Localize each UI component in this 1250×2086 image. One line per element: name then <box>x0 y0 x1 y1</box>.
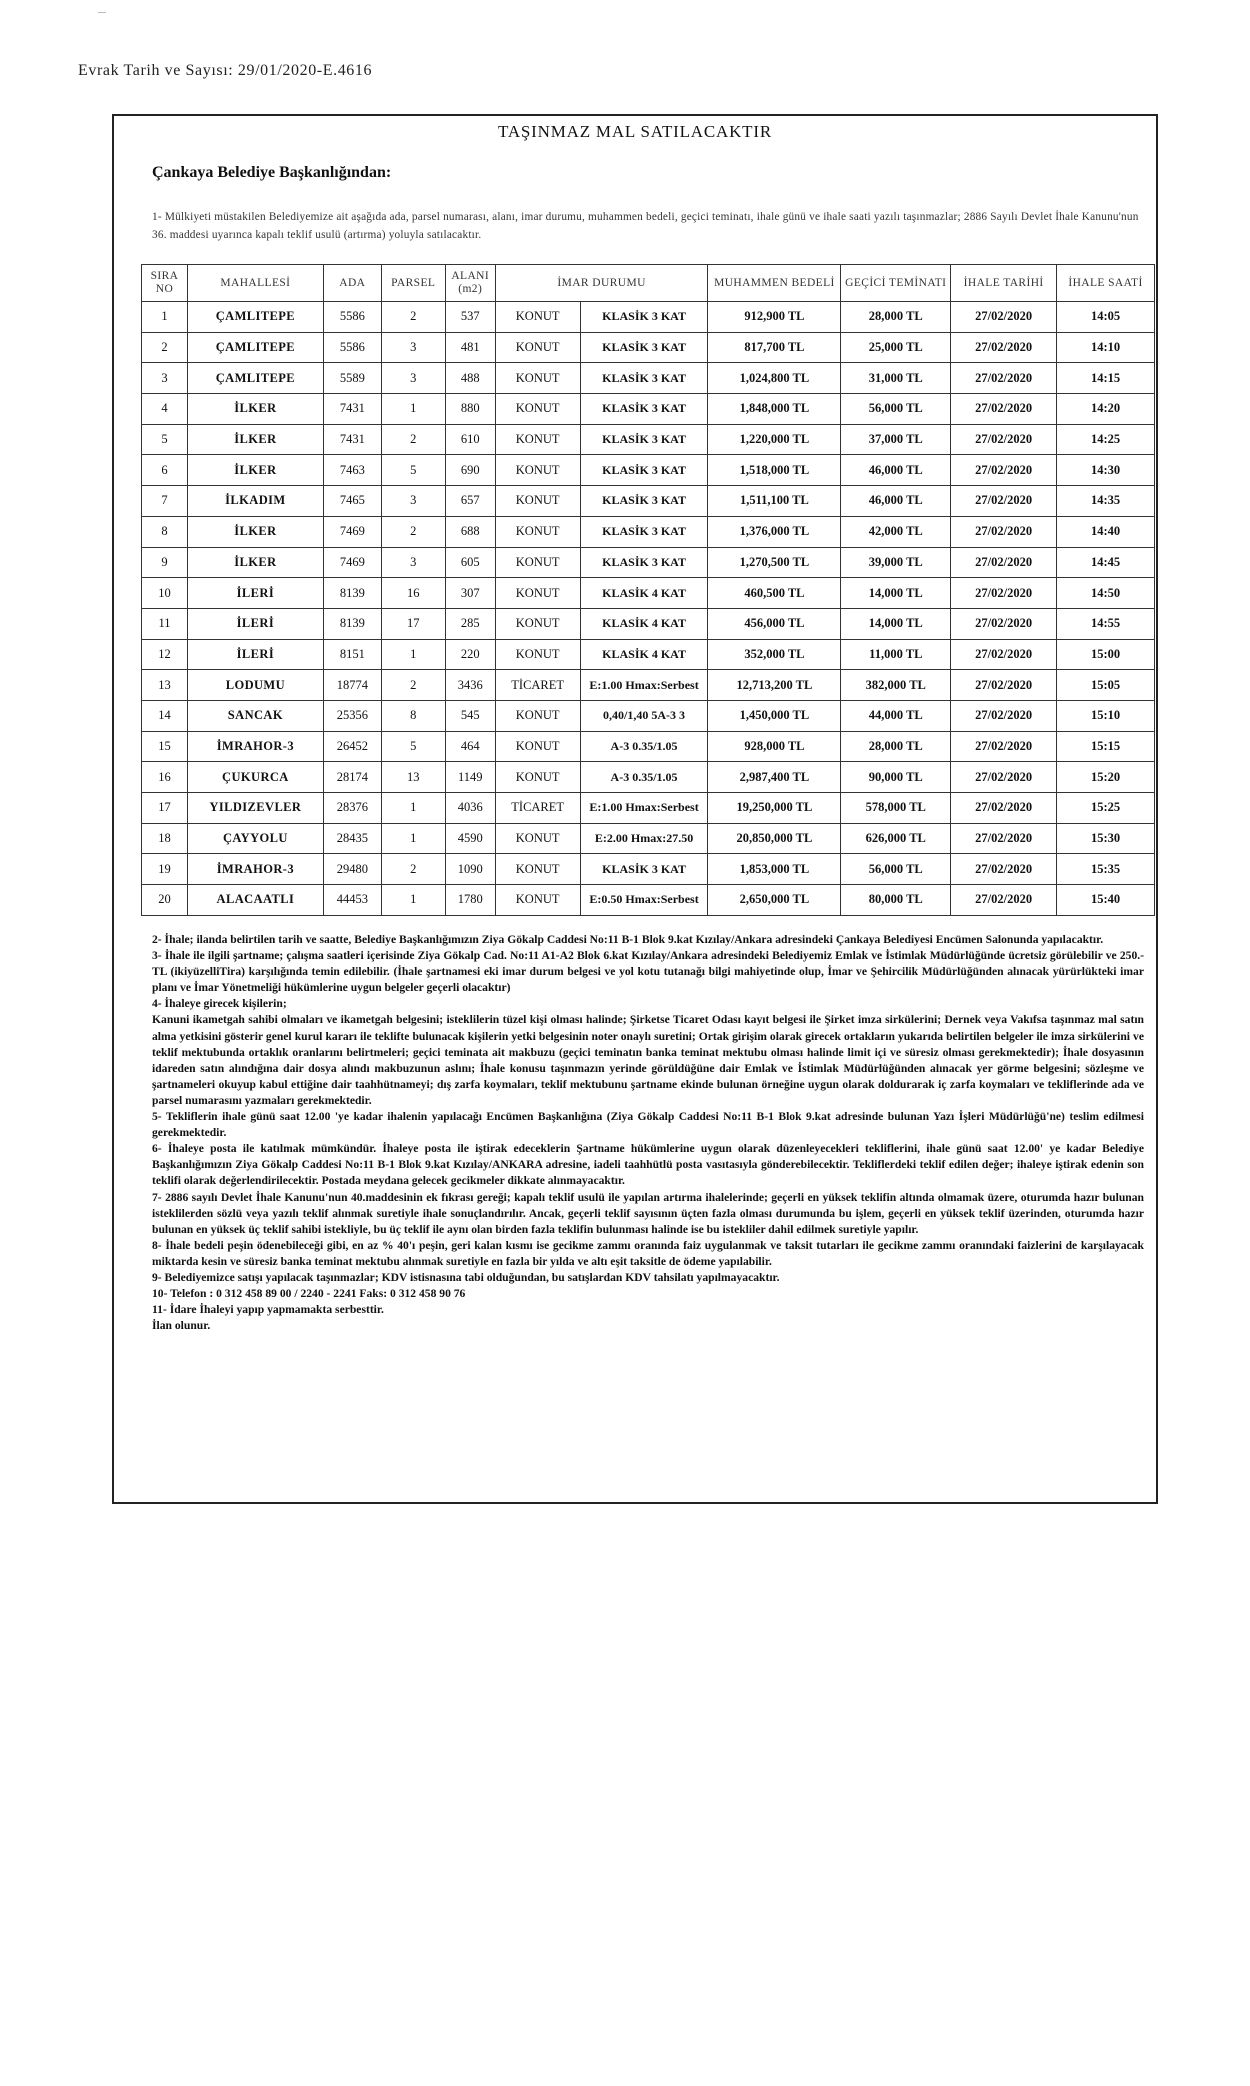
cell-sira: 4 <box>142 394 188 425</box>
table-row <box>142 823 1155 854</box>
cell-teminat: 626,000 TL <box>841 823 951 854</box>
cell-bedel: 2,650,000 TL <box>708 885 841 916</box>
table-row <box>142 639 1155 670</box>
clause-paragraph: 6- İhaleye posta ile katılmak mümkündür. İhaleye posta ile iştirak edeceklerin Şartname hükümlerine uygun olarak düzenleyecekleri tekliflerini, ihale günü saat 12.00' ye kadar Belediye Başkanlığımızın Ziya Gökalp Caddesi No:11 B-1 Blok 9.kat Kızılay/ANKARA adresine, iadeli taahhütlü posta vasıtasıyla gönderebilecektir. Tekliflerdeki teklif edilen değer; ihaleye iştirak edenin son teklifi olarak değerlendirilecektir. Postada meydana gelecek gecikmeler dikkate alınmayacaktır. <box>152 1142 1144 1188</box>
cell-bedel: 460,500 TL <box>708 578 841 609</box>
cell-ada: 7469 <box>323 516 381 547</box>
cell-saat: 15:30 <box>1057 823 1155 854</box>
cell-imar-use: KONUT <box>495 547 580 578</box>
cell-parsel: 3 <box>381 486 445 517</box>
cell-teminat: 39,000 TL <box>841 547 951 578</box>
cell-tarih: 27/02/2020 <box>951 363 1057 394</box>
table-row <box>142 885 1155 916</box>
cell-sira: 1 <box>142 302 188 333</box>
cell-sira: 5 <box>142 424 188 455</box>
cell-mahalle: ÇUKURCA <box>187 762 323 793</box>
cell-alan: 1149 <box>445 762 495 793</box>
cell-mahalle: İMRAHOR-3 <box>187 854 323 885</box>
cell-imar-detail: KLASİK 4 KAT <box>580 578 708 609</box>
cell-imar-use: KONUT <box>495 578 580 609</box>
cell-saat: 15:20 <box>1057 762 1155 793</box>
cell-parsel: 3 <box>381 332 445 363</box>
cell-mahalle: İLERİ <box>187 639 323 670</box>
header-imar: İMAR DURUMU <box>495 265 708 302</box>
clause-paragraph: 10- Telefon : 0 312 458 89 00 / 2240 - 2241 Faks: 0 312 458 90 76 <box>152 1287 466 1301</box>
cell-imar-detail: KLASİK 3 KAT <box>580 516 708 547</box>
clause-paragraph: 2- İhale; ilanda belirtilen tarih ve saatte, Belediye Başkanlığımızın Ziya Gökalp Caddesi No:11 B-1 Blok 9.kat Kızılay/Ankara adresindeki Çankaya Belediyesi Encümen Salonunda yapılacaktır. <box>152 933 1104 946</box>
cell-teminat: 28,000 TL <box>841 302 951 333</box>
cell-mahalle: İLKER <box>187 424 323 455</box>
cell-parsel: 2 <box>381 670 445 701</box>
cell-alan: 688 <box>445 516 495 547</box>
table-row <box>142 302 1155 333</box>
cell-teminat: 14,000 TL <box>841 578 951 609</box>
header-mahalle: MAHALLESİ <box>187 265 323 302</box>
cell-sira: 13 <box>142 670 188 701</box>
clause-paragraph: 3- İhale ile ilgili şartname; çalışma saatleri içerisinde Ziya Gökalp Cad. No:11 A1-A2 Blok 6.kat Kızılay/Ankara adresindeki Belediyemiz Emlak ve İstimlak Müdürlüğünde ücretsiz görülebilir ve 250.-TL (ikiyüzelliTira) karşılığında temin edilebilir. (İhale şartnamesi eki imar durum belgesi ve yol kotu tutanağı bilgi mahiyetinde olup, İmar ve Şehircilik Müdürlüğünden alınacak yürürlükteki imar planı ve İmar Yönetmeliği hükümlerine uygun belgeler geçerli olacaktır) <box>152 949 1144 995</box>
cell-imar-use: KONUT <box>495 762 580 793</box>
cell-imar-use: KONUT <box>495 302 580 333</box>
cell-ada: 7431 <box>323 394 381 425</box>
cell-alan: 545 <box>445 700 495 731</box>
cell-bedel: 12,713,200 TL <box>708 670 841 701</box>
table-row <box>142 608 1155 639</box>
header-parsel: PARSEL <box>381 265 445 302</box>
cell-bedel: 1,270,500 TL <box>708 547 841 578</box>
cell-parsel: 1 <box>381 823 445 854</box>
cell-imar-detail: KLASİK 4 KAT <box>580 639 708 670</box>
clause-paragraph: İlan olunur. <box>152 1319 211 1333</box>
intro-paragraph: 1- Mülkiyeti müstakilen Belediyemize ait aşağıda ada, parsel numarası, alanı, imar durumu, muhammen bedeli, geçici teminatı, ihale günü ve ihale saati yazılı taşınmazlar; 2886 Sayılı Devlet İhale Kanunu'nun 36. maddesi uyarınca kapalı teklif usulü (artırma) yoluyla satılacaktır. <box>152 211 1139 241</box>
cell-tarih: 27/02/2020 <box>951 486 1057 517</box>
cell-teminat: 90,000 TL <box>841 762 951 793</box>
cell-bedel: 1,450,000 TL <box>708 700 841 731</box>
cell-alan: 307 <box>445 578 495 609</box>
cell-saat: 14:55 <box>1057 608 1155 639</box>
cell-ada: 8139 <box>323 578 381 609</box>
cell-parsel: 3 <box>381 547 445 578</box>
header-ada: ADA <box>323 265 381 302</box>
cell-tarih: 27/02/2020 <box>951 424 1057 455</box>
cell-imar-use: KONUT <box>495 700 580 731</box>
clause-paragraph: 8- İhale bedeli peşin ödenebileceği gibi, en az % 40'ı peşin, geri kalan kısmı ise gecikme zammı oranında faiz uygulanmak ve taksit tutarları ile gecikme zammı oranındaki faizlerini de karşılayacak miktarda kesin ve süresiz banka teminat mektubu alınmak suretiyle en fazla bir yılda ve altı eşit taksitle de ödeme yapılabilir. <box>152 1238 1144 1268</box>
cell-bedel: 1,511,100 TL <box>708 486 841 517</box>
cell-saat: 14:10 <box>1057 332 1155 363</box>
cell-alan: 481 <box>445 332 495 363</box>
cell-teminat: 28,000 TL <box>841 731 951 762</box>
cell-imar-detail: KLASİK 3 KAT <box>580 854 708 885</box>
cell-bedel: 817,700 TL <box>708 332 841 363</box>
cell-tarih: 27/02/2020 <box>951 578 1057 609</box>
cell-alan: 537 <box>445 302 495 333</box>
cell-sira: 18 <box>142 823 188 854</box>
cell-imar-use: KONUT <box>495 823 580 854</box>
cell-saat: 15:15 <box>1057 731 1155 762</box>
cell-tarih: 27/02/2020 <box>951 516 1057 547</box>
cell-mahalle: YILDIZEVLER <box>187 793 323 824</box>
cell-ada: 28376 <box>323 793 381 824</box>
cell-imar-detail: KLASİK 3 KAT <box>580 424 708 455</box>
cell-parsel: 5 <box>381 731 445 762</box>
cell-teminat: 31,000 TL <box>841 363 951 394</box>
cell-saat: 14:05 <box>1057 302 1155 333</box>
notice-title: TAŞINMAZ MAL SATILACAKTIR <box>498 122 772 141</box>
cell-saat: 15:00 <box>1057 639 1155 670</box>
cell-imar-use: TİCARET <box>495 793 580 824</box>
cell-saat: 14:45 <box>1057 547 1155 578</box>
cell-tarih: 27/02/2020 <box>951 455 1057 486</box>
cell-saat: 15:40 <box>1057 885 1155 916</box>
table-row <box>142 731 1155 762</box>
header-saat: İHALE SAATİ <box>1057 265 1155 302</box>
cell-sira: 3 <box>142 363 188 394</box>
cell-sira: 9 <box>142 547 188 578</box>
cell-teminat: 25,000 TL <box>841 332 951 363</box>
cell-imar-use: KONUT <box>495 731 580 762</box>
table-row <box>142 547 1155 578</box>
header-alan: ALANI (m2) <box>445 265 495 302</box>
cell-imar-detail: 0,40/1,40 5A-3 3 <box>580 700 708 731</box>
cell-ada: 28174 <box>323 762 381 793</box>
document-reference: Evrak Tarih ve Sayısı: 29/01/2020-E.4616 <box>78 62 373 79</box>
cell-parsel: 1 <box>381 639 445 670</box>
cell-saat: 15:05 <box>1057 670 1155 701</box>
clause-paragraph: 11- İdare İhaleyi yapıp yapmamakta serbesttir. <box>152 1303 384 1317</box>
cell-ada: 26452 <box>323 731 381 762</box>
clause-paragraph: 4- İhaleye girecek kişilerin; <box>152 997 287 1011</box>
cell-bedel: 1,220,000 TL <box>708 424 841 455</box>
cell-alan: 690 <box>445 455 495 486</box>
cell-sira: 17 <box>142 793 188 824</box>
cell-sira: 12 <box>142 639 188 670</box>
cell-imar-detail: KLASİK 3 KAT <box>580 363 708 394</box>
cell-mahalle: İLKER <box>187 547 323 578</box>
cell-saat: 14:30 <box>1057 455 1155 486</box>
cell-imar-detail: E:1.00 Hmax:Serbest <box>580 793 708 824</box>
conditions-text <box>152 932 1144 1334</box>
table-row <box>142 700 1155 731</box>
cell-tarih: 27/02/2020 <box>951 823 1057 854</box>
cell-ada: 44453 <box>323 885 381 916</box>
cell-teminat: 80,000 TL <box>841 885 951 916</box>
table-row <box>142 854 1155 885</box>
table-row <box>142 332 1155 363</box>
cell-tarih: 27/02/2020 <box>951 332 1057 363</box>
table-row <box>142 363 1155 394</box>
cell-sira: 20 <box>142 885 188 916</box>
cell-saat: 15:10 <box>1057 700 1155 731</box>
cell-ada: 18774 <box>323 670 381 701</box>
cell-mahalle: SANCAK <box>187 700 323 731</box>
cell-imar-use: KONUT <box>495 332 580 363</box>
table-row <box>142 486 1155 517</box>
cell-sira: 10 <box>142 578 188 609</box>
cell-teminat: 11,000 TL <box>841 639 951 670</box>
table-row <box>142 670 1155 701</box>
cell-bedel: 1,518,000 TL <box>708 455 841 486</box>
cell-tarih: 27/02/2020 <box>951 885 1057 916</box>
cell-teminat: 46,000 TL <box>841 486 951 517</box>
cell-bedel: 1,848,000 TL <box>708 394 841 425</box>
header-teminat: GEÇİCİ TEMİNATI <box>841 265 951 302</box>
clause-paragraph: 5- Tekliflerin ihale günü saat 12.00 'ye kadar ihalenin yapılacağı Encümen Başkanlığına (Ziya Gökalp Caddesi No:11 B-1 Blok 9.kat adresinde bulunan Yazı İşleri Müdürlüğü'ne) teslim edilmesi gerekmektedir. <box>152 1110 1144 1140</box>
cell-ada: 28435 <box>323 823 381 854</box>
cell-bedel: 1,853,000 TL <box>708 854 841 885</box>
cell-mahalle: İLKER <box>187 455 323 486</box>
table-row <box>142 424 1155 455</box>
cell-ada: 25356 <box>323 700 381 731</box>
cell-saat: 15:35 <box>1057 854 1155 885</box>
cell-alan: 464 <box>445 731 495 762</box>
cell-ada: 5586 <box>323 332 381 363</box>
cell-parsel: 1 <box>381 394 445 425</box>
cell-alan: 610 <box>445 424 495 455</box>
cell-sira: 2 <box>142 332 188 363</box>
cell-alan: 4590 <box>445 823 495 854</box>
cell-imar-detail: A-3 0.35/1.05 <box>580 731 708 762</box>
cell-sira: 8 <box>142 516 188 547</box>
cell-tarih: 27/02/2020 <box>951 793 1057 824</box>
clause-paragraph: 7- 2886 sayılı Devlet İhale Kanunu'nun 40.maddesinin ek fıkrası gereği; kapalı teklif usulü ile yapılan artırma ihalelerinde; geçerli en yüksek teklifin altında olmamak üzere, oturumda hazır bulunan isteklilerden sözlü veya yazılı teklif alınmak suretiyle ihale sonuçlandırılır. Ancak, geçerli teklif sayısının üçten fazla olması durumunda bu işlem, geçerli en yüksek teklif üzerinden, oturumda hazır bulunan en yüksek üç teklif sahibi istekliyle, bu üç teklif ile aynı olan birden fazla teklifin bulunması halinde ise bu istekliler dahil edilmek suretiyle yapılır. <box>152 1190 1144 1236</box>
cell-ada: 5589 <box>323 363 381 394</box>
cell-mahalle: İLKER <box>187 394 323 425</box>
cell-tarih: 27/02/2020 <box>951 854 1057 885</box>
cell-mahalle: ÇAYYOLU <box>187 823 323 854</box>
cell-sira: 6 <box>142 455 188 486</box>
cell-imar-use: KONUT <box>495 363 580 394</box>
cell-alan: 4036 <box>445 793 495 824</box>
cell-mahalle: ALACAATLI <box>187 885 323 916</box>
cell-mahalle: LODUMU <box>187 670 323 701</box>
cell-ada: 29480 <box>323 854 381 885</box>
cell-teminat: 42,000 TL <box>841 516 951 547</box>
cell-imar-use: TİCARET <box>495 670 580 701</box>
property-table <box>141 264 1155 916</box>
cell-sira: 15 <box>142 731 188 762</box>
cell-imar-detail: E:0.50 Hmax:Serbest <box>580 885 708 916</box>
cell-bedel: 1,376,000 TL <box>708 516 841 547</box>
clause-paragraph: Kanuni ikametgah sahibi olmaları ve ikametgah belgesini; isteklilerin tüzel kişi olması halinde; Şirketse Ticaret Odası kayıt belgesi ile Şirket imza sirkülerini; Dernek veya Vakıfsa taşınmaz mal satın alma yetkisini gösterir genel kurul kararı ile teklifte bulunacak kişilerin yetki belgesinin noter onaylı suretini; Ortak girişim olarak girecek ortakların yukarıda belirtilen belgeler ile imza sirkülerini ve teklif mektubunda ortaklık oranlarını belirtmeleri; geçici teminata ait makbuzu (geçici teminatın banka teminat mektubu olması halinde limit içi ve süresiz olması gerekmektedir); İhale dosyasının idareden satın alındığına dair dosya alındı makbuzunun aslını; İhale konusu taşınmazın yerinde görüldüğüne dair Emlak ve İstimlak Müdürlüğünden alınacak yer görme belgesini; sözleşme ve şartnameleri okuyup kabul ettiğine dair taahhütnameyi; dış zarfa koymaları, teklif mektubunu şartname ekinde bulunan örneğine uygun olarak doldurarak iç zarfa koymaları ve tekliflerinde ada ve parsel numarasını yazmaları gerekmektedir. <box>152 1013 1144 1107</box>
cell-ada: 7469 <box>323 547 381 578</box>
cell-imar-use: KONUT <box>495 424 580 455</box>
cell-imar-use: KONUT <box>495 885 580 916</box>
cell-tarih: 27/02/2020 <box>951 547 1057 578</box>
cell-imar-detail: KLASİK 3 KAT <box>580 332 708 363</box>
cell-teminat: 56,000 TL <box>841 394 951 425</box>
cell-mahalle: İLKADIM <box>187 486 323 517</box>
cell-saat: 14:15 <box>1057 363 1155 394</box>
cell-alan: 285 <box>445 608 495 639</box>
cell-sira: 11 <box>142 608 188 639</box>
cell-bedel: 912,900 TL <box>708 302 841 333</box>
header-tarih: İHALE TARİHİ <box>951 265 1057 302</box>
table-row <box>142 578 1155 609</box>
cell-saat: 14:35 <box>1057 486 1155 517</box>
cell-imar-use: KONUT <box>495 608 580 639</box>
cell-tarih: 27/02/2020 <box>951 700 1057 731</box>
cell-tarih: 27/02/2020 <box>951 762 1057 793</box>
cell-tarih: 27/02/2020 <box>951 608 1057 639</box>
cell-parsel: 1 <box>381 885 445 916</box>
cell-bedel: 1,024,800 TL <box>708 363 841 394</box>
cell-parsel: 5 <box>381 455 445 486</box>
cell-ada: 7431 <box>323 424 381 455</box>
cell-imar-use: KONUT <box>495 394 580 425</box>
cell-teminat: 37,000 TL <box>841 424 951 455</box>
cell-ada: 8139 <box>323 608 381 639</box>
cell-ada: 5586 <box>323 302 381 333</box>
cell-parsel: 16 <box>381 578 445 609</box>
cell-imar-detail: A-3 0.35/1.05 <box>580 762 708 793</box>
cell-alan: 3436 <box>445 670 495 701</box>
cell-alan: 1090 <box>445 854 495 885</box>
cell-sira: 16 <box>142 762 188 793</box>
authority-line: Çankaya Belediye Başkanlığından: <box>152 164 392 181</box>
cell-alan: 605 <box>445 547 495 578</box>
cell-teminat: 382,000 TL <box>841 670 951 701</box>
cell-parsel: 2 <box>381 516 445 547</box>
cell-teminat: 56,000 TL <box>841 854 951 885</box>
cell-parsel: 3 <box>381 363 445 394</box>
cell-mahalle: ÇAMLITEPE <box>187 363 323 394</box>
cell-ada: 7463 <box>323 455 381 486</box>
cell-bedel: 19,250,000 TL <box>708 793 841 824</box>
cell-parsel: 13 <box>381 762 445 793</box>
cell-mahalle: İLKER <box>187 516 323 547</box>
table-header-row <box>142 265 1155 302</box>
cell-parsel: 8 <box>381 700 445 731</box>
cell-imar-use: KONUT <box>495 455 580 486</box>
cell-tarih: 27/02/2020 <box>951 394 1057 425</box>
cell-imar-detail: E:1.00 Hmax:Serbest <box>580 670 708 701</box>
cell-tarih: 27/02/2020 <box>951 670 1057 701</box>
cell-sira: 14 <box>142 700 188 731</box>
cell-imar-detail: KLASİK 3 KAT <box>580 302 708 333</box>
header-bedel: MUHAMMEN BEDELİ <box>708 265 841 302</box>
cell-mahalle: ÇAMLITEPE <box>187 302 323 333</box>
cell-imar-detail: KLASİK 3 KAT <box>580 455 708 486</box>
cell-sira: 19 <box>142 854 188 885</box>
cell-imar-use: KONUT <box>495 639 580 670</box>
cell-alan: 220 <box>445 639 495 670</box>
cell-imar-use: KONUT <box>495 854 580 885</box>
cell-tarih: 27/02/2020 <box>951 639 1057 670</box>
cell-imar-use: KONUT <box>495 516 580 547</box>
cell-mahalle: ÇAMLITEPE <box>187 332 323 363</box>
table-row <box>142 394 1155 425</box>
cell-imar-detail: KLASİK 3 KAT <box>580 547 708 578</box>
cell-bedel: 352,000 TL <box>708 639 841 670</box>
cell-mahalle: İMRAHOR-3 <box>187 731 323 762</box>
cell-saat: 14:20 <box>1057 394 1155 425</box>
cell-saat: 14:25 <box>1057 424 1155 455</box>
cell-parsel: 1 <box>381 793 445 824</box>
cell-bedel: 2,987,400 TL <box>708 762 841 793</box>
cell-ada: 8151 <box>323 639 381 670</box>
cell-tarih: 27/02/2020 <box>951 302 1057 333</box>
cell-parsel: 17 <box>381 608 445 639</box>
cell-alan: 488 <box>445 363 495 394</box>
cell-saat: 15:25 <box>1057 793 1155 824</box>
table-row <box>142 762 1155 793</box>
table-row <box>142 793 1155 824</box>
cell-saat: 14:50 <box>1057 578 1155 609</box>
cell-imar-detail: E:2.00 Hmax:27.50 <box>580 823 708 854</box>
cell-alan: 880 <box>445 394 495 425</box>
cell-sira: 7 <box>142 486 188 517</box>
cell-alan: 1780 <box>445 885 495 916</box>
cell-imar-detail: KLASİK 3 KAT <box>580 394 708 425</box>
cell-teminat: 578,000 TL <box>841 793 951 824</box>
cell-mahalle: İLERİ <box>187 578 323 609</box>
cell-bedel: 456,000 TL <box>708 608 841 639</box>
cell-imar-detail: KLASİK 4 KAT <box>580 608 708 639</box>
cell-teminat: 46,000 TL <box>841 455 951 486</box>
cell-teminat: 14,000 TL <box>841 608 951 639</box>
cell-mahalle: İLERİ <box>187 608 323 639</box>
cell-parsel: 2 <box>381 302 445 333</box>
cell-alan: 657 <box>445 486 495 517</box>
cell-parsel: 2 <box>381 854 445 885</box>
clause-paragraph: 9- Belediyemizce satışı yapılacak taşınmazlar; KDV istisnasına tabi olduğundan, bu satışlardan KDV tahsilatı yapılmayacaktır. <box>152 1270 780 1284</box>
cell-teminat: 44,000 TL <box>841 700 951 731</box>
header-sira: SIRA NO <box>142 265 188 302</box>
notice-frame <box>112 114 1158 1504</box>
cell-imar-use: KONUT <box>495 486 580 517</box>
table-row <box>142 455 1155 486</box>
cell-parsel: 2 <box>381 424 445 455</box>
table-row <box>142 516 1155 547</box>
cell-saat: 14:40 <box>1057 516 1155 547</box>
cell-bedel: 928,000 TL <box>708 731 841 762</box>
scan-mark <box>98 12 106 13</box>
cell-ada: 7465 <box>323 486 381 517</box>
cell-imar-detail: KLASİK 3 KAT <box>580 486 708 517</box>
cell-tarih: 27/02/2020 <box>951 731 1057 762</box>
cell-bedel: 20,850,000 TL <box>708 823 841 854</box>
